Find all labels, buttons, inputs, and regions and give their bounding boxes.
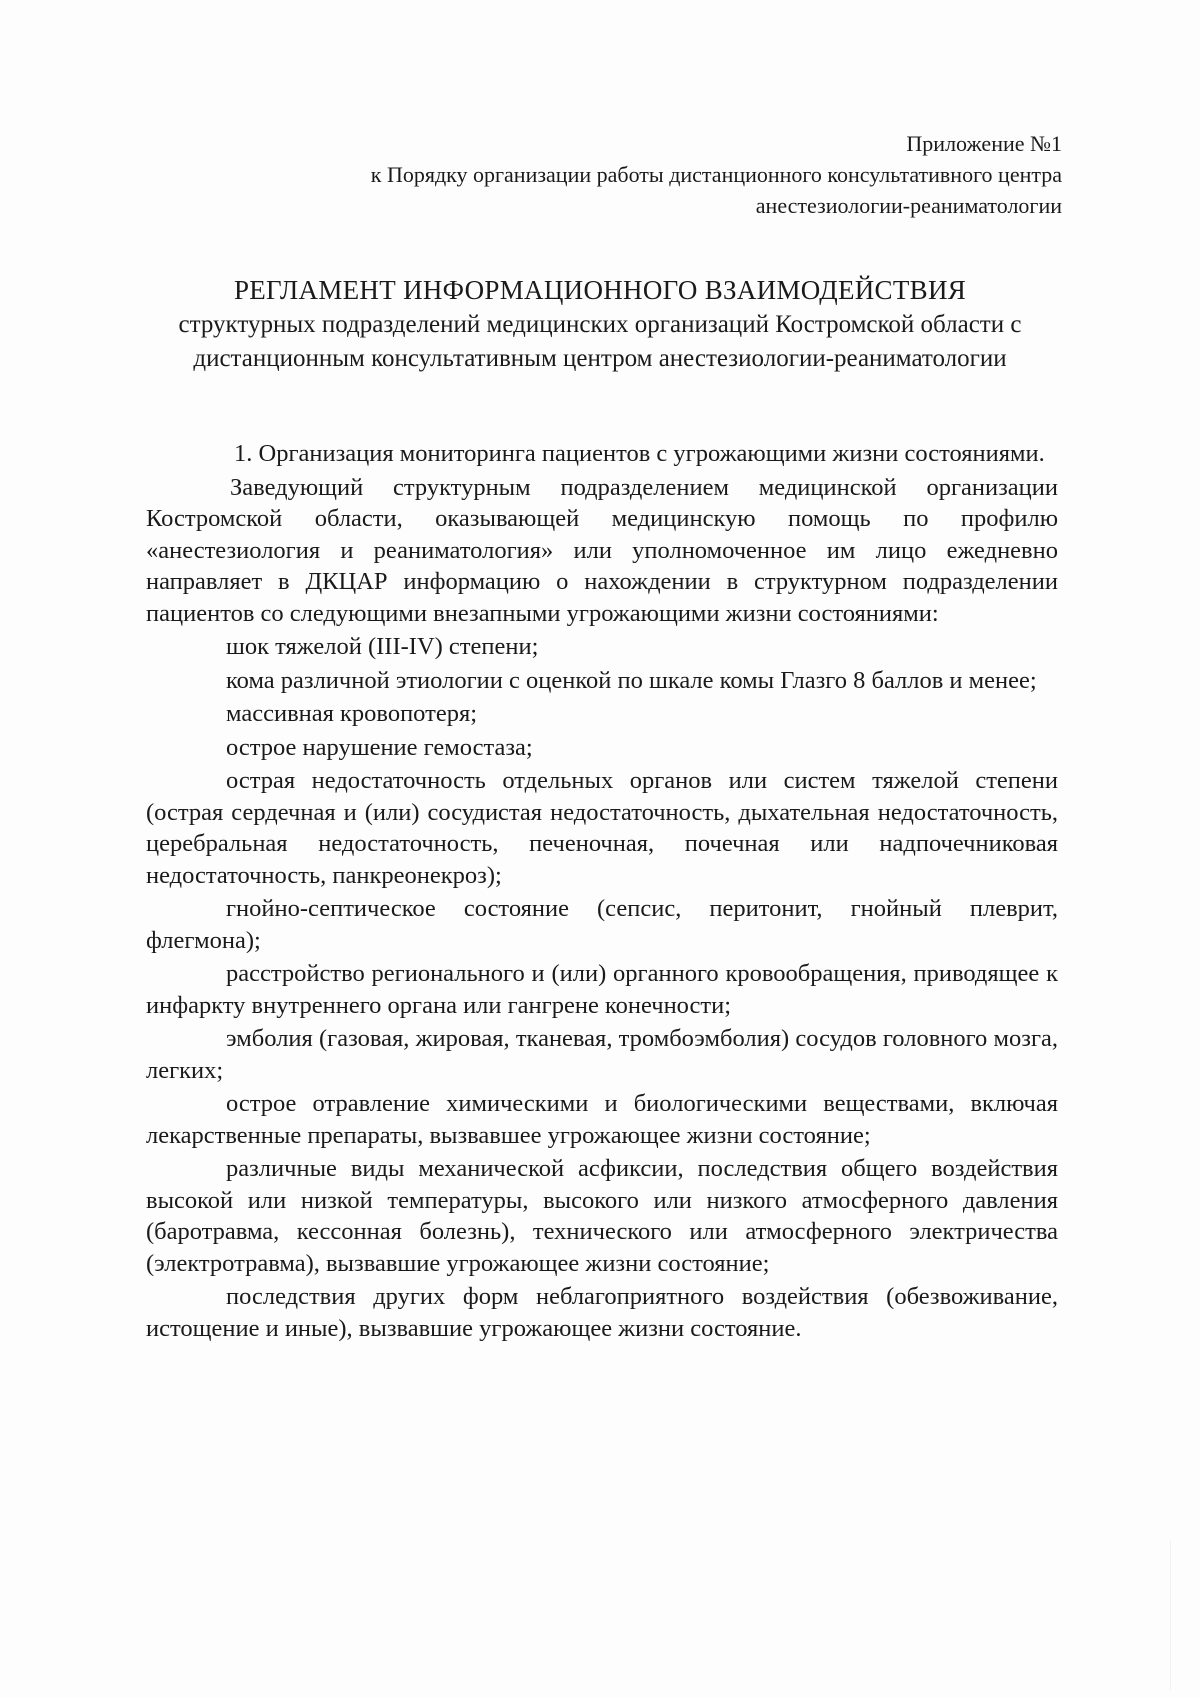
appendix-reference-cont: анестезиологии-реаниматологии bbox=[755, 193, 1062, 218]
section-heading: 1. Организация мониторинга пациентов с угрожающими жизни состояниями. bbox=[234, 440, 1045, 467]
list-item: острая недостаточность отдельных органов или систем тяжелой степени (острая сердечная и (или) сосудистая недостаточность, дыхательная недостаточность, церебральная недостаточность, печеночная, почечная или надпочечниковая недостаточность, панкреонекроз); bbox=[146, 767, 1058, 889]
list-item: последствия других форм неблагоприятного воздействия (обезвоживание, истощение и иные), вызвавшие угрожающее жизни состояние. bbox=[146, 1283, 1058, 1342]
list-item: массивная кровопотеря; bbox=[226, 700, 478, 727]
list-item: гнойно-септическое состояние (сепсис, перитонит, гнойный плеврит, флегмона); bbox=[146, 895, 1058, 954]
title-main: РЕГЛАМЕНТ ИНФОРМАЦИОННОГО ВЗАИМОДЕЙСТВИЯ bbox=[233, 275, 967, 305]
title-subtitle: структурных подразделений медицинских организаций Костромской области с дистанционным консультативным центром анестезиологии-реаниматологии bbox=[178, 311, 1022, 372]
intro-paragraph: Заведующий структурным подразделением медицинской организации Костромской области, оказывающей медицинскую помощь по профилю «анестезиология и реаниматология» или уполномоченное им лицо ежедневно направляет в ДКЦАР информацию о нахождении в структурном подразделении пациентов со следующими внезапными угрожающими жизни состояниями: bbox=[146, 473, 1058, 627]
list-item: эмболия (газовая, жировая, тканевая, тромбоэмболия) сосудов головного мозга, легких; bbox=[146, 1025, 1058, 1084]
appendix-number: Приложение №1 bbox=[906, 131, 1062, 156]
appendix-header bbox=[242, 128, 1062, 221]
list-item: различные виды механической асфиксии, последствия общего воздействия высокой или низкой температуры, высокого или низкого атмосферного давления (баротравма, кессонная болезнь), технического или атмосферного электричества (электротравма), вызвавшие угрожающее жизни состояние; bbox=[146, 1155, 1058, 1277]
document-body bbox=[146, 438, 1058, 1346]
appendix-reference: к Порядку организации работы дистанционного консультативного центра bbox=[370, 162, 1062, 187]
list-item: острое отравление химическими и биологическими веществами, включая лекарственные препараты, вызвавшее угрожающее жизни состояние; bbox=[146, 1090, 1058, 1149]
list-item: шок тяжелой (III-IV) степени; bbox=[226, 633, 539, 660]
list-item: расстройство регионального и (или) органного кровообращения, приводящее к инфаркту внутреннего органа или гангрене конечности; bbox=[146, 960, 1058, 1019]
document-title bbox=[150, 272, 1050, 376]
scan-edge-mark bbox=[1170, 1540, 1171, 1690]
list-item: кома различной этиологии с оценкой по шкале комы Глазго 8 баллов и менее; bbox=[226, 666, 1037, 694]
list-item: острое нарушение гемостаза; bbox=[226, 733, 533, 761]
